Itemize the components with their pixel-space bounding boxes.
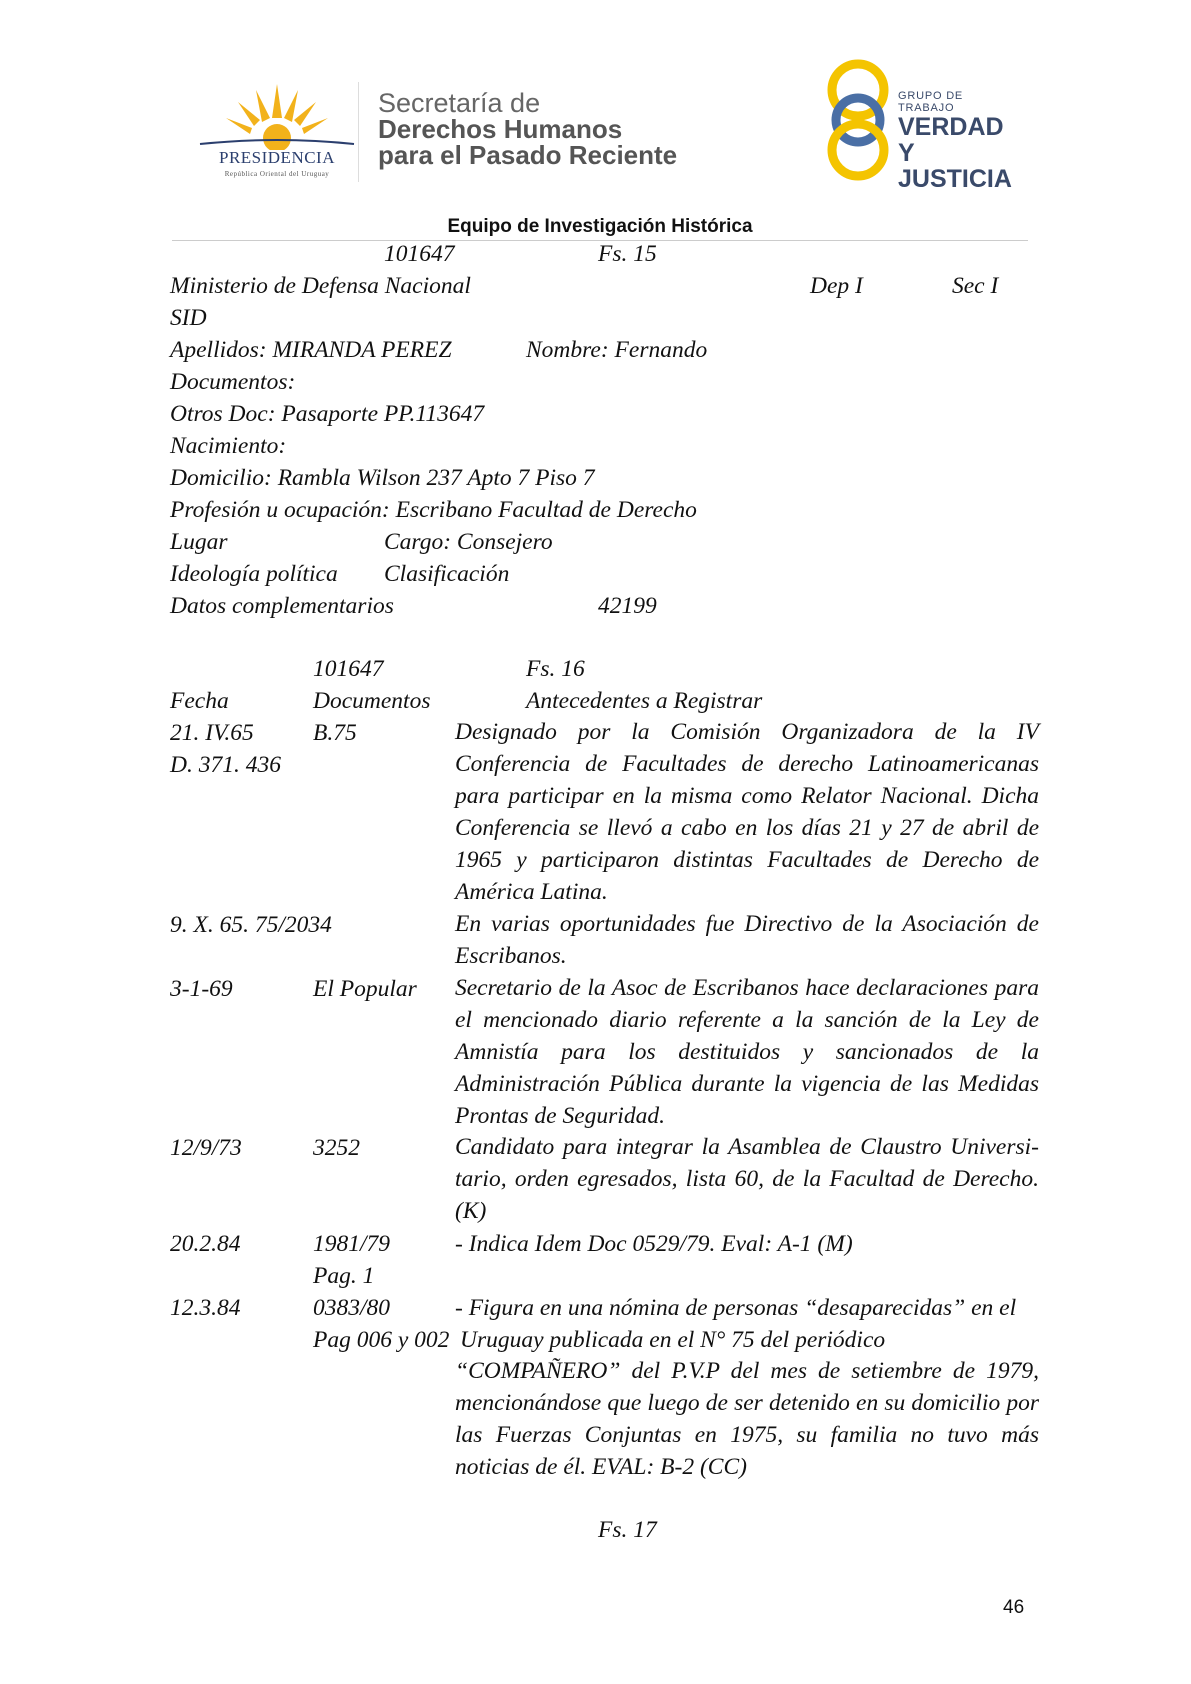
apellidos-field: Apellidos: MIRANDA PEREZ [170,337,452,363]
entry-date-extra: D. 371. 436 [170,752,281,778]
page-number: 46 [1003,1597,1025,1618]
verdad-label: VERDAD Y [898,113,1004,167]
datos-complementarios-field: Datos complementarios [170,593,394,619]
column-header-fecha: Fecha [170,688,229,714]
card2-fs: Fs. 16 [526,656,585,682]
profesion-field: Profesión u ocupación: Escribano Facultad de Derecho [170,497,697,523]
presidencia-logo [198,78,356,190]
domicilio-field: Domicilio: Rambla Wilson 237 Apto 7 Piso 7 [170,465,595,491]
secretaria-line-2: Derechos Humanos [378,114,623,144]
entry-text: En varias oportunidades fue Directivo de la Asociación de Escribanos. [455,911,1039,969]
documentos-field: Documentos: [170,369,296,395]
entry-text: Candidato para integrar la Asamblea de Claustro Universi-tario, orden egresados, lista 60, de la Facultad de Derecho. (K) [455,1134,1039,1224]
ministerio-label: Ministerio de Defensa Nacional [170,273,471,299]
verdad-justicia-text [898,90,1022,192]
sec-label: Sec I [952,273,999,299]
team-title: Equipo de Investigación Histórica [447,216,753,237]
presidencia-label: PRESIDENCIA [218,148,335,167]
entry-text: Designado por la Comisión Organizadora de la IV Conferencia de Facultades de derecho Latinoamericanas para participar en la misma como Relator Nacional. Dicha Conferencia se llevó a cabo en los días 21 y 27 de abril de 1965 y participaron distintas Facultades de Derecho de América Latina. [455,719,1039,905]
entry-text-rest: “COMPAÑERO” del P.V.P del mes de setiembre de 1979, mencionándose que luego de ser detenido en su domicilio por las Fuerzas Conjuntas en 1975, su familia no tuvo más noticias de él. EVAL: B-2 (CC) [455,1358,1039,1480]
entry-doc-page: Pag. 1 [313,1263,375,1289]
entry-text-line-1: - Figura en una nómina de personas “desaparecidas” en el [455,1295,1017,1321]
nombre-field: Nombre: Fernando [526,337,708,363]
card1-fs: Fs. 15 [598,241,657,267]
sid-label: SID [170,305,207,331]
secretaria-line-3: para el Pasado Reciente [378,140,678,170]
republica-label: República Oriental del Uruguay [224,170,330,178]
datos-number: 42199 [598,593,657,619]
entry-doc: El Popular [313,976,417,1002]
card2-number: 101647 [313,656,384,682]
lugar-field: Lugar [170,529,228,555]
ideologia-field: Ideología política [170,561,338,587]
card1-number: 101647 [384,241,455,267]
entry-date: 12/9/73 [170,1135,242,1161]
nacimiento-field: Nacimiento: [170,433,287,459]
fs17-label: Fs. 17 [598,1517,657,1543]
secretaria-line-1: Secretaría de [378,88,541,118]
justicia-label: JUSTICIA [898,165,1012,193]
entry-doc-page: Pag 006 y 002 [313,1327,450,1353]
entry-date: 21. IV.65 [170,720,254,746]
rings-icon [822,56,902,186]
grupo-label: GRUPO DE TRABAJO [898,90,964,114]
header-divider [358,82,359,182]
entry-doc: B.75 [313,720,357,746]
entry-text-line-2: Uruguay publicada en el N° 75 del periódico [460,1327,886,1353]
column-header-documentos: Documentos [313,688,431,714]
entry-doc: 0383/80 [313,1295,391,1321]
cargo-field: Cargo: Consejero [384,529,553,555]
entry-date: 12.3.84 [170,1295,241,1321]
verdad-justicia-logo [822,56,1022,193]
entry-date: 9. X. 65. 75/2034 [170,912,332,938]
entry-text: - Indica Idem Doc 0529/79. Eval: A-1 (M) [455,1231,853,1257]
clasificacion-field: Clasificación [384,561,510,587]
secretaria-title [378,90,677,168]
entry-doc: 1981/79 [313,1231,391,1257]
sun-icon [198,78,356,150]
page-header [0,50,1191,193]
dep-label: Dep I [810,273,863,299]
entry-text: Secretario de la Asoc de Escribanos hace declaraciones para el mencionado diario referente a la sanción de la Ley de Amnistía para los destituidos y sancionados de la Administración Pública durante la vigencia de las Medidas Prontas de Seguridad. [455,975,1039,1129]
entry-date: 3-1-69 [170,976,233,1002]
column-header-antecedentes: Antecedentes a Registrar [526,688,763,714]
otros-doc-field: Otros Doc: Pasaporte PP.113647 [170,401,485,427]
entry-date: 20.2.84 [170,1231,241,1257]
entry-doc: 3252 [313,1135,360,1161]
